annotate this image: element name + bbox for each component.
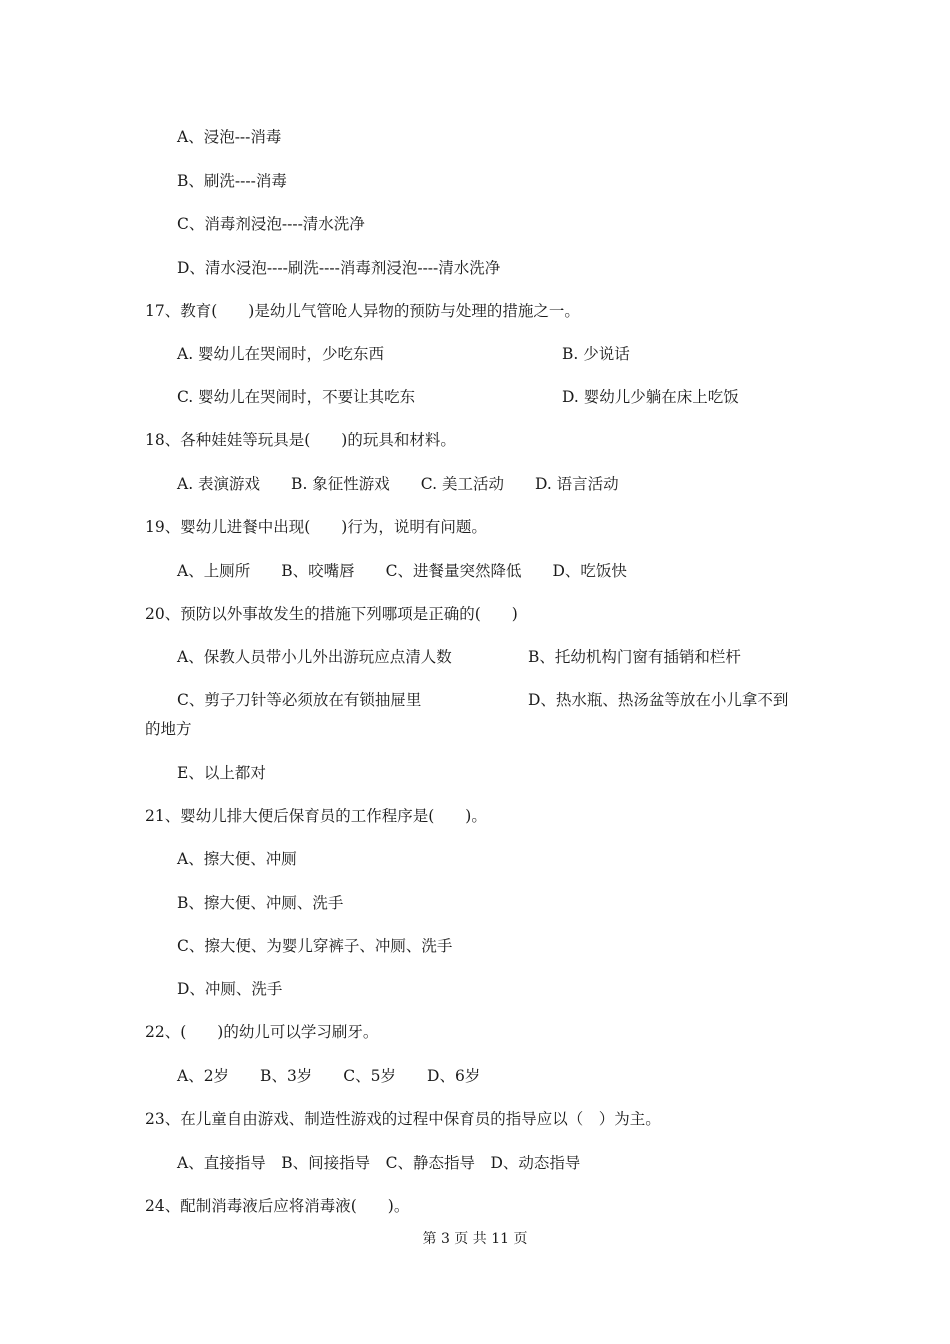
q17-option-b: B. 少说话 bbox=[562, 345, 630, 363]
option-a: A、浸泡---消毒 bbox=[177, 128, 282, 146]
q20-option-b: B、托幼机构门窗有插销和栏杆 bbox=[528, 648, 741, 666]
question-22: 22、( )的幼儿可以学习刷牙。 bbox=[145, 1023, 379, 1041]
question-17: 17、教育( )是幼儿气管呛人异物的预防与处理的措施之一。 bbox=[145, 302, 580, 320]
question-18: 18、各种娃娃等玩具是( )的玩具和材料。 bbox=[145, 431, 456, 449]
q17-option-c: C. 婴幼儿在哭闹时，不要让其吃东 bbox=[177, 388, 416, 406]
q21-option-b: B、擦大便、冲厕、洗手 bbox=[177, 894, 344, 912]
q18-options: A. 表演游戏 B. 象征性游戏 C. 美工活动 D. 语言活动 bbox=[177, 475, 619, 493]
q17-option-a: A. 婴幼儿在哭闹时，少吃东西 bbox=[177, 345, 385, 363]
question-20: 20、预防以外事故发生的措施下列哪项是正确的( ) bbox=[145, 605, 518, 623]
q21-option-c: C、擦大便、为婴儿穿裤子、冲厕、洗手 bbox=[177, 937, 453, 955]
q20-option-d-cont: 的地方 bbox=[145, 720, 192, 738]
question-24: 24、配制消毒液后应将消毒液( )。 bbox=[145, 1197, 410, 1215]
q21-option-d: D、冲厕、洗手 bbox=[177, 980, 283, 998]
q20-option-a: A、保教人员带小儿外出游玩应点清人数 bbox=[177, 648, 452, 666]
q20-option-e: E、以上都对 bbox=[177, 764, 266, 782]
q17-option-d: D. 婴幼儿少躺在床上吃饭 bbox=[562, 388, 739, 406]
q23-options: A、直接指导 B、间接指导 C、静态指导 D、动态指导 bbox=[177, 1154, 581, 1172]
page-number-footer: 第 3 页 共 11 页 bbox=[422, 1231, 528, 1247]
question-21: 21、婴幼儿排大便后保育员的工作程序是( )。 bbox=[145, 807, 487, 825]
option-c: C、消毒剂浸泡----清水洗净 bbox=[177, 215, 365, 233]
option-d: D、清水浸泡----刷洗----消毒剂浸泡----清水洗净 bbox=[177, 259, 501, 277]
option-b: B、刷洗----消毒 bbox=[177, 172, 287, 190]
question-23: 23、在儿童自由游戏、制造性游戏的过程中保育员的指导应以（ ）为主。 bbox=[145, 1110, 661, 1128]
question-19: 19、婴幼儿进餐中出现( )行为，说明有问题。 bbox=[145, 518, 487, 536]
q20-option-d: D、热水瓶、热汤盆等放在小儿拿不到 bbox=[528, 691, 789, 709]
q19-options: A、上厕所 B、咬嘴唇 C、进餐量突然降低 D、吃饭快 bbox=[177, 562, 627, 580]
q22-options: A、2岁 B、3岁 C、5岁 D、6岁 bbox=[177, 1067, 481, 1085]
q20-option-c: C、剪子刀针等必须放在有锁抽屉里 bbox=[177, 691, 422, 709]
q21-option-a: A、擦大便、冲厕 bbox=[177, 850, 297, 868]
